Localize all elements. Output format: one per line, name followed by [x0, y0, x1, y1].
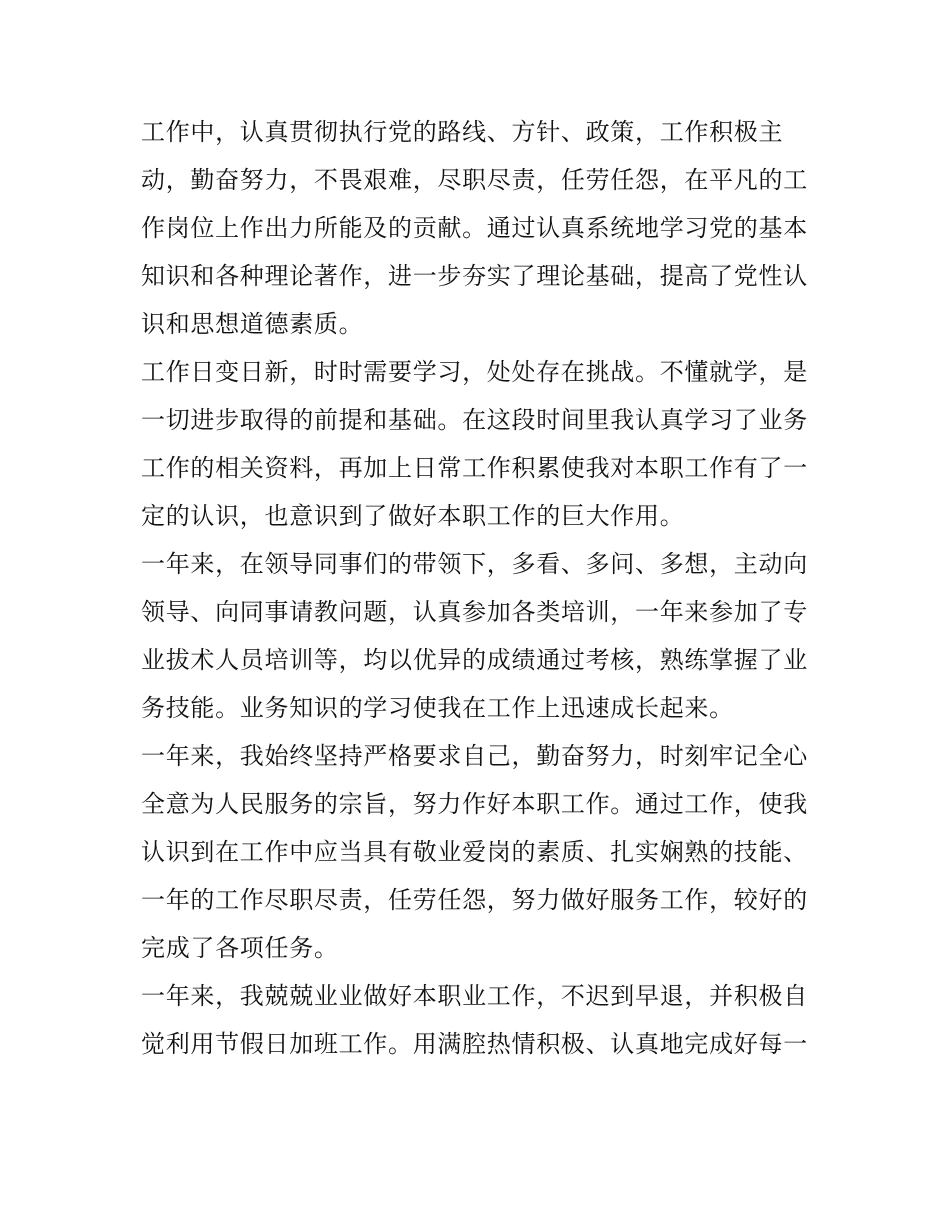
text-line: 工作中，认真贯彻执行党的路线、方针、政策，工作积极主 — [141, 118, 784, 146]
text-line: 一年的工作尽职尽责，任劳任怨，努力做好服务工作，较好的 — [141, 886, 808, 914]
text-line: 一年来，我兢兢业业做好本职业工作，不迟到早退，并积极自 — [141, 982, 808, 1010]
text-line: 定的认识，也意识到了做好本职工作的巨大作用。 — [141, 502, 685, 530]
text-line: 完成了各项任务。 — [141, 934, 339, 962]
text-line: 一年来，在领导同事们的带领下，多看、多问、多想，主动向 — [141, 550, 808, 578]
text-line: 识和思想道德素质。 — [141, 310, 364, 338]
text-line: 觉利用节假日加班工作。用满腔热情积极、认真地完成好每一 — [141, 1030, 808, 1058]
text-line: 业拔术人员培训等，均以优异的成绩通过考核，熟练掌握了业 — [141, 646, 808, 674]
text-line: 领导、向同事请教问题，认真参加各类培训，一年来参加了专 — [141, 598, 808, 626]
text-line: 一切进步取得的前提和基础。在这段时间里我认真学习了业务 — [141, 406, 808, 434]
text-line: 全意为人民服务的宗旨，努力作好本职工作。通过工作，使我 — [141, 790, 808, 818]
text-line: 认识到在工作中应当具有敬业爱岗的素质、扎实娴熟的技能、 — [141, 838, 808, 866]
document-body — [141, 108, 813, 1068]
text-line: 知识和各种理论著作，进一步夯实了理论基础，提高了党性认 — [141, 262, 808, 290]
text-line: 工作日变日新，时时需要学习，处处存在挑战。不懂就学，是 — [141, 358, 808, 386]
text-line: 作岗位上作出力所能及的贡献。通过认真系统地学习党的基本 — [141, 214, 808, 242]
text-line: 务技能。业务知识的学习使我在工作上迅速成长起来。 — [141, 694, 734, 722]
text-line: 动，勤奋努力，不畏艰难，尽职尽责，任劳任怨，在平凡的工 — [141, 166, 808, 194]
text-line: 一年来，我始终坚持严格要求自己，勤奋努力，时刻牢记全心 — [141, 742, 808, 770]
text-line: 工作的相关资料，再加上日常工作积累使我对本职工作有了一 — [141, 454, 808, 482]
